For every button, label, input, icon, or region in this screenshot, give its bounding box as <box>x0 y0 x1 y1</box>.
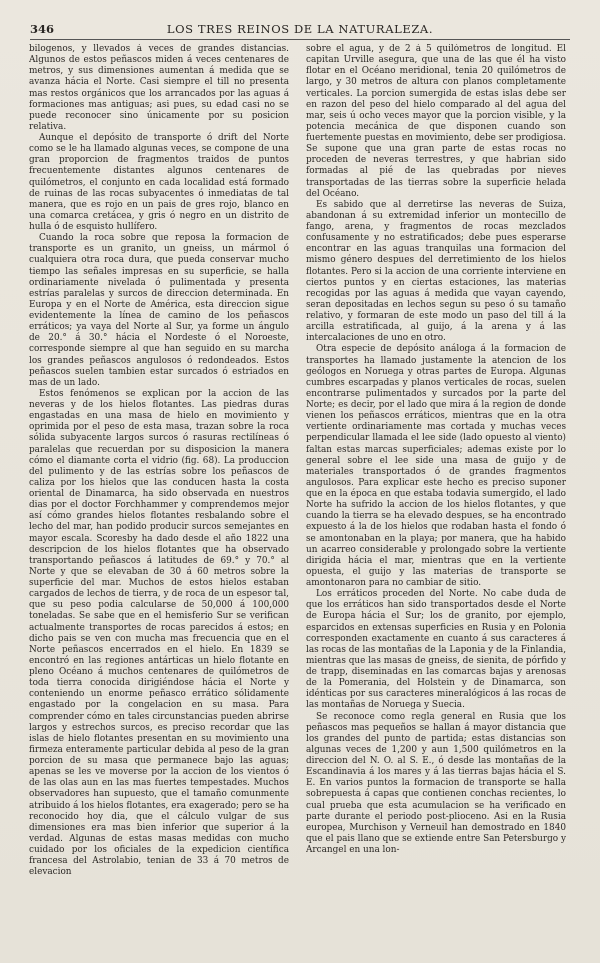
section-paragraph: Los erráticos proceden del Norte. No cabe duda de que los erráticos han sido transportados desde el Norte de Europa hácia el Sur; los de granito, por ejemplo, esparcidos en extensas superficies en Rusia y en Polonia corresponden exactamente en cuanto á sus caracteres á las rocas de las montañas de la Laponia y de la Finlandia, mientras que las masas de gneiss, de sienita, de pórfido y de trapp, diseminadas en las comarcas bajas y arenosas de la Pomerania, del Holstein y de Dinamarca, son idénticas por sus caracteres mineralógicos á las rocas de las montañas de Noruega y Suecia. <box>306 589 566 711</box>
page-header <box>30 22 570 38</box>
paragraph: Estos fenómenos se explican por la accion de las neveras y de los hielos flotantes. Las piedras duras engastadas en una masa de hielo en movimiento y oprimida por el peso de esta masa, trazan sobre la roca sólida subyacente largos surcos ó rasuras rectilíneas ó paralelas que recuerdan por su disposicion la manera cómo el diamante corta el vidrio (fig. 68). La produccion del pulimento y de las estrías sobre los peñascos de caliza por los hielos que las conducen hasta la costa oriental de Dinamarca, ha sido observada en nuestros dias por el doctor Forchhammer y comprendemos mejor así cómo grandes hielos flotantes resbalando sobre el lecho del mar, han podido producir surcos semejantes en mayor escala. Scoresby ha dado desde el año 1822 una descripcion de los hielos flotantes que ha observado transportando peñascos á latitudes de 69.° y 70.° al Norte y que se elevaban de 30 á 60 metros sobre la superficie del mar. Muchos de estos hielos estaban cargados de lechos de tierra, y de roca de un espesor tal, que su peso podia calcularse de 50,000 á 100,000 toneladas. Se sabe que en el hemisferio Sur se verifican actualmente transportes de rocas parecidos á estos; en dicho pais se ven con mucha mas frecuencia que en el Norte peñascos encerrados en el hielo. En 1839 se encontró en las regiones antárticas un hielo flotante en pleno Océano á muchos centenares de quilómetros de toda tierra conocida dirigiéndose hácia el Norte y conteniendo un enorme peñasco errático sólidamente engastado por la congelacion en su masa. Para comprender cómo en tales circunstancias pueden abrirse largos y estrechos surcos, es preciso recordar que las islas de hielo flotantes presentan en su movimiento una firmeza enteramente particular debida al peso de la gran porcion de su masa que permanece bajo las aguas; apenas se les ve moverse por la accion de los vientos ó de las olas aun en las mas fuertes tempestades. Muchos observadores han supuesto, que el tamaño comunmente atribuido á los hielos flotantes, era exagerado; pero se ha reconocido hoy dia, que el cálculo vulgar de sus dimensiones era mas bien inferior que superior á la verdad. Algunas de estas masas medidas con mucho cuidado por los oficiales de la expedicion científica francesa del Astrolabio, tenian de 33 á 70 metros de elevacion <box>29 388 289 878</box>
left-column <box>29 44 289 949</box>
paragraph: Se reconoce como regla general en Rusia que los peñascos mas pequeños se hallan á mayor distancia que los grandes del punto de partida; estas distancias son algunas veces de 1,200 y aun 1,500 quilómetros en la direccion del N. O. al S. E., ó desde las montañas de la Escandinavia á los mares y á las tierras bajas hácia el S. E. En varios puntos la formacion de transporte se halla sobrepuesta á capas que contienen conchas recientes, lo cual prueba que esta acumulacion se ha verificado en parte durante el periodo post-plioceno. Asi en la Rusia europea, Murchison y Verneuil han demostrado en 1840 que el pais llano que se extiende entre San Petersburgo y Arcangel en una lon- <box>306 711 566 855</box>
paragraph: Otra especie de depósito análoga á la formacion de transportes ha llamado justamente la atencion de los geólogos en Noruega y otras partes de Europa. Algunas cumbres escarpadas y planos verticales de rocas, suelen encontrarse pulimentados y surcados por la parte del Norte; es decir, por el lado que mira á la region de donde vienen los peñascos erráticos, mientras que en la otra vertiente ordinariamente mas cortada y muchas veces perpendicular llamada el lee side (lado opuesto al viento) faltan estas marcas superficiales; ademas existe por lo general sobre el lee side una masa de guijo y de materiales transportados ó de grandes fragmentos angulosos. Para explicar este hecho es preciso suponer que en la época en que estaba todavia sumergido, el lado Norte ha sufrido la accion de los hielos flotantes, y que cuando la tierra se ha elevado despues, se ha encontrado expuesto á la de los hielos que rodaban hasta el fondo ó se amontonaban en la playa; por manera, que ha habido un acarreo considerable y prolongado sobre la vertiente dirigida hácia el mar, mientras que en la vertiente opuesta, el guijo y las materias de transporte se amontonaron para no cambiar de sitio. <box>306 344 566 588</box>
header-rule <box>30 39 570 40</box>
paragraph: Aunque el depósito de transporte ó drift del Norte como se le ha llamado algunas veces, se compone de una gran proporcion de fragmentos traidos de puntos frecuentemente distantes algunos centenares de quilómetros, el conjunto en cada localidad está formado de ruinas de las rocas subyacentes ó inmediatas de tal manera, que es rojo en un pais de gres rojo, blanco en una comarca cretácea, y gris ó negro en un distrito de hulla ó de esquisto hullífero. <box>29 133 289 232</box>
paragraph: Es sabido que al derretirse las neveras de Suiza, abandonan á su extremidad inferior un montecillo de fango, arena, y fragmentos de rocas mezclados confusamente y no estratificados; debe pues esperarse encontrar en las aguas tranquilas una formacion del mismo género despues del derretimiento de los hielos flotantes. Pero si la accion de una corriente interviene en ciertos puntos y en ciertas estaciones, las materias recogidas por las aguas á medida que vayan cayendo, seran depositadas en lechos segun su peso ó su tamaño relativo, y formaran de este modo un paso del till á la arcilla estratificada, al guijo, á la arena y á las intercalaciones de uno en otro. <box>306 199 566 344</box>
running-title: LOS TRES REINOS DE LA NATURALEZA. <box>166 22 434 36</box>
page-number: 346 <box>30 22 55 36</box>
paragraph: Cuando la roca sobre que reposa la formacion de transporte es un granito, un gneiss, un mármol ó cualquiera otra roca dura, que pueda conservar mucho tiempo las señales impresas en su superficie, se halla ordinariamente nivelada ó pulimentada y presenta estrías paralelas y surcos de direccion determinada. En Europa y en el Norte de América, esta direccion sigue evidentemente la línea de camino de los peñascos erráticos; ya vaya del Norte al Sur, ya forme un ángulo de 20.° á 30.° hácia el Nordeste ó el Noroeste, corresponde siempre al que han seguido en su marcha los grandes peñascos angulosos ó redondeados. Estos peñascos suelen tambien estar surcados ó estriados en mas de un lado. <box>29 233 289 388</box>
paragraph: bilogenos, y llevados á veces de grandes distancias. Algunos de estos peñascos miden á veces centenares de metros, y sus dimensiones aumentan á medida que se avanza hácia el Norte. Casi siempre el till no presenta mas restos orgánicos que los arrancados por las aguas á formaciones mas antiguas; asi pues, su edad casi no se puede reconocer sino únicamente por su posicion relativa. <box>29 44 289 132</box>
paragraph: sobre el agua, y de 2 á 5 quilómetros de longitud. El capitan Urville asegura, que una de las que él ha visto flotar en el Océano meridional, tenia 20 quilómetros de largo, y 30 metros de altura con planos completamente verticales. La porcion sumergida de estas islas debe ser en razon del peso del hielo comparado al del agua del mar, seis ú ocho veces mayor que la porcion visible, y la potencia mecánica de que disponen cuando son fuertemente puestas en movimiento, debe ser prodigiosa. Se supone que una gran parte de estas rocas no proceden de neveras terrestres, y que habrian sido formadas al pié de las quebradas por nieves transportadas de las tierras sobre la superficie helada del Océano. <box>306 44 566 199</box>
right-column <box>306 44 566 949</box>
